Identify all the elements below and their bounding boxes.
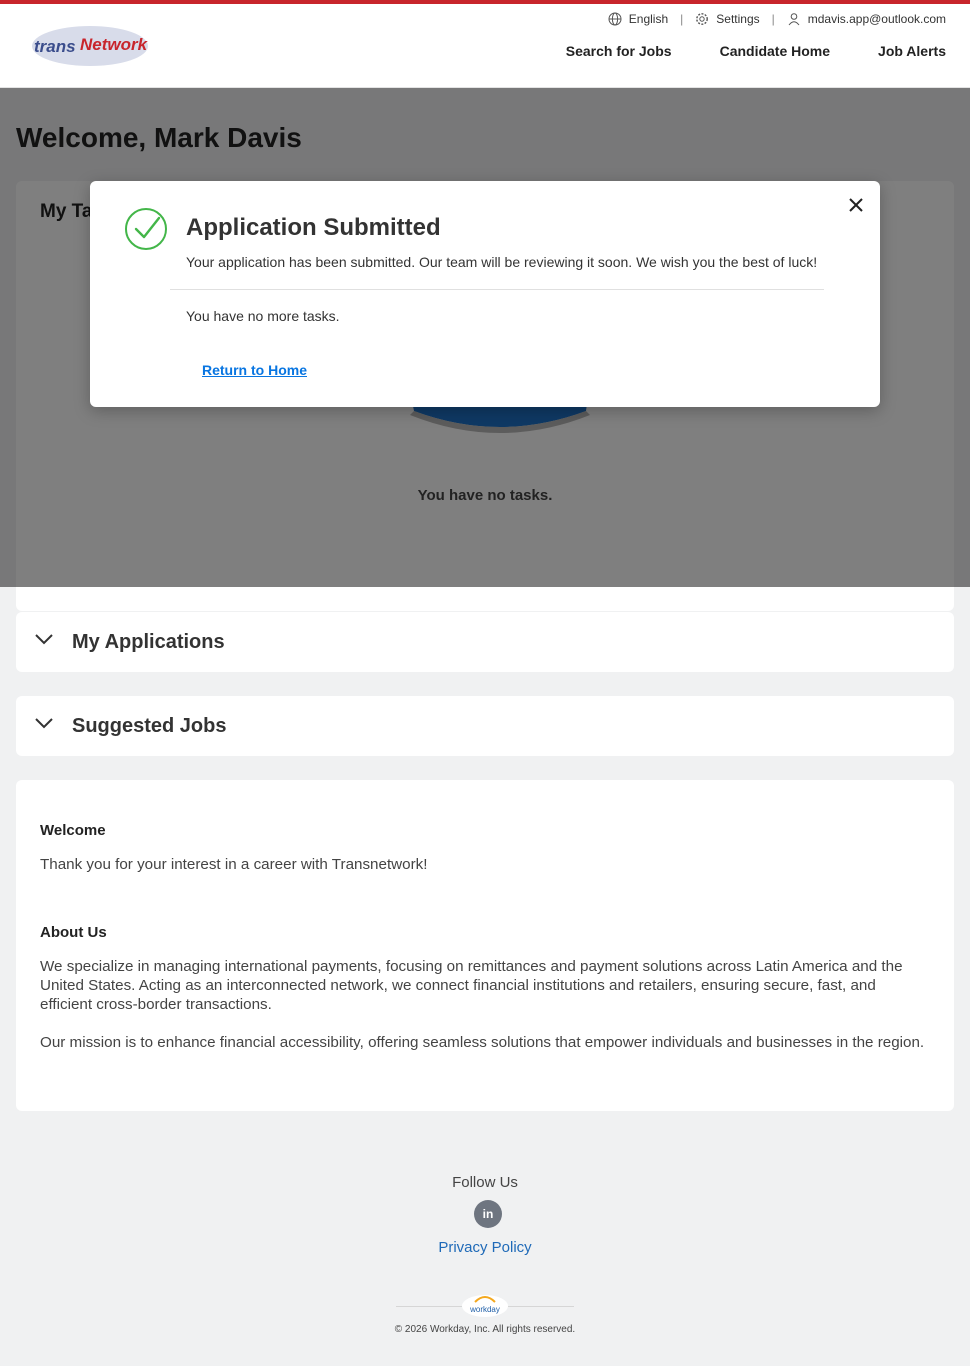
welcome-heading: Welcome <box>40 822 106 839</box>
nav-job-alerts[interactable]: Job Alerts <box>878 43 946 59</box>
application-submitted-dialog <box>90 181 880 407</box>
linkedin-icon[interactable]: in <box>474 1200 502 1228</box>
settings-label: Settings <box>716 12 760 26</box>
company-info-card <box>16 780 954 1111</box>
my-applications-label: My Applications <box>72 631 225 653</box>
footer-divider <box>396 1306 462 1307</box>
utility-separator: | <box>771 12 775 26</box>
dialog-no-more-tasks: You have no more tasks. <box>186 308 340 324</box>
nav-search-jobs[interactable]: Search for Jobs <box>565 43 672 59</box>
utility-bar <box>608 12 946 26</box>
about-text-2: Our mission is to enhance financial accessibility, offering seamless solutions that empower individuals and businesses in the region. <box>40 1034 925 1051</box>
chevron-down-icon <box>34 716 54 730</box>
about-text-1: We specialize in managing international payments, focusing on remittances and payment solutions across Latin America and the United States. Acting as an interconnected network, we connect financial institutions and retailers, ensuring secure, fast, and efficient cross-border transactions. <box>40 958 903 1013</box>
main-nav <box>566 43 946 59</box>
nav-candidate-home[interactable]: Candidate Home <box>719 43 831 59</box>
language-selector[interactable] <box>608 12 668 26</box>
return-to-home-link[interactable]: Return to Home <box>202 362 307 378</box>
welcome-text: Thank you for your interest in a career with Transnetwork! <box>40 856 428 873</box>
language-label: English <box>628 12 669 26</box>
suggested-jobs-section[interactable] <box>16 696 954 756</box>
transnetwork-logo[interactable] <box>32 24 152 68</box>
about-heading: About Us <box>40 924 107 941</box>
svg-text:trans: trans <box>34 37 76 56</box>
globe-icon <box>608 12 622 26</box>
user-icon <box>787 12 801 26</box>
svg-text:Network: Network <box>80 35 148 54</box>
success-check-icon <box>124 207 168 251</box>
follow-us-label: Follow Us <box>452 1174 518 1191</box>
close-icon[interactable] <box>846 195 866 215</box>
gear-icon <box>695 12 709 26</box>
dialog-message: Your application has been submitted. Our team will be reviewing it soon. We wish you the best of luck! <box>186 254 818 270</box>
dialog-title: Application Submitted <box>186 214 441 241</box>
site-header <box>0 4 970 88</box>
svg-text:workday: workday <box>470 1305 500 1314</box>
chevron-down-icon <box>34 632 54 646</box>
workday-logo <box>461 1290 509 1318</box>
copyright-text: © 2026 Workday, Inc. All rights reserved. <box>394 1324 576 1335</box>
suggested-jobs-label: Suggested Jobs <box>72 715 227 737</box>
my-applications-section[interactable] <box>16 612 954 672</box>
utility-separator: | <box>680 12 684 26</box>
privacy-policy-link[interactable]: Privacy Policy <box>438 1239 532 1256</box>
account-menu[interactable] <box>787 12 946 26</box>
user-email: mdavis.app@outlook.com <box>807 12 946 26</box>
footer-divider <box>508 1306 574 1307</box>
dialog-divider <box>170 289 824 290</box>
settings-link[interactable] <box>695 12 759 26</box>
